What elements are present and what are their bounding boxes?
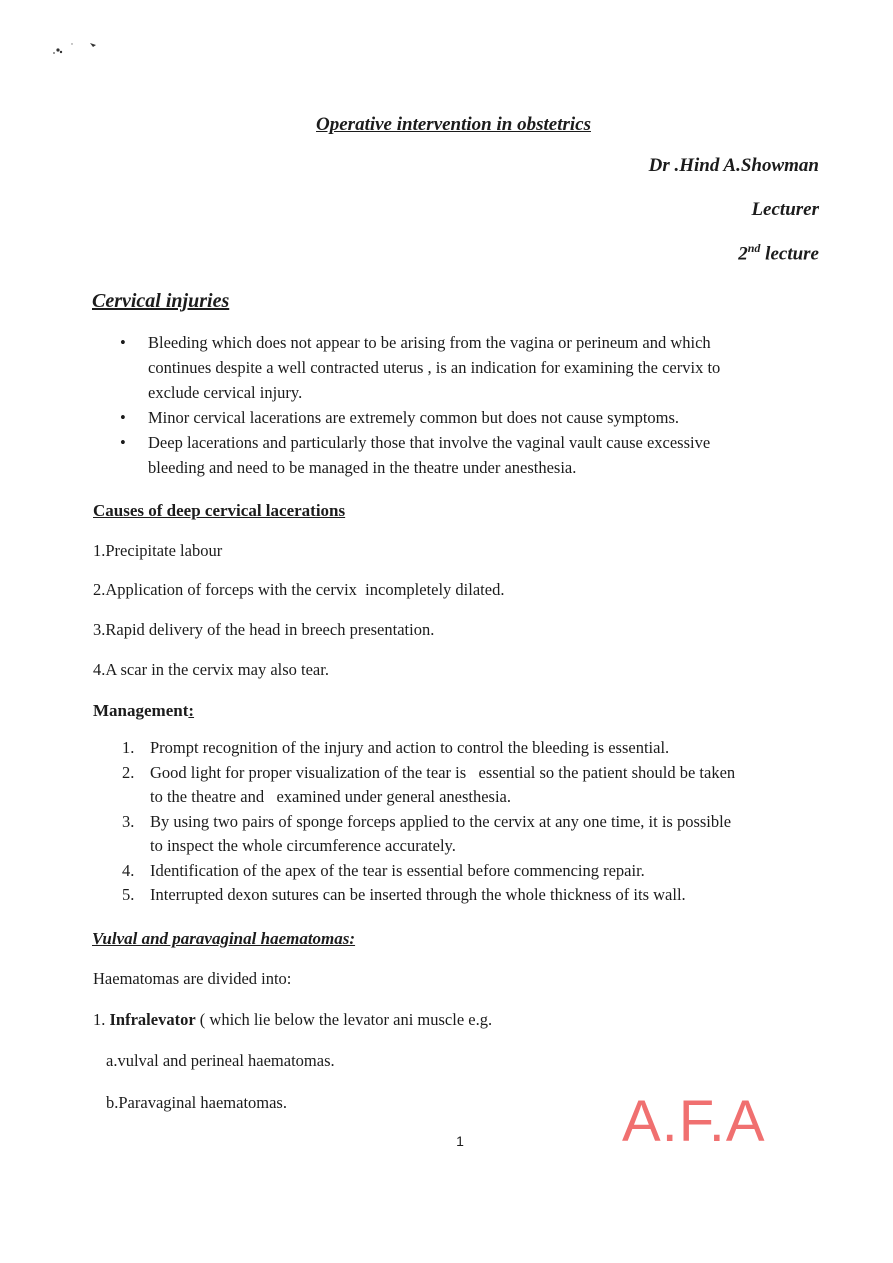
list-item — [118, 330, 818, 405]
list-number: 3. — [122, 811, 135, 831]
list-item — [118, 430, 818, 480]
list-item — [118, 761, 818, 810]
list-line: to inspect the whole circumference accurately. — [150, 836, 456, 855]
bullet-line: Deep lacerations and particularly those that involve the vaginal vault cause excessive — [148, 433, 711, 452]
management-heading-text: Management — [93, 701, 189, 720]
list-item — [118, 736, 818, 761]
cervical-injuries-heading: Cervical injuries — [92, 290, 230, 312]
cause-item: 1.Precipitate labour — [93, 541, 223, 560]
list-line: Prompt recognition of the injury and action to control the bleeding is essential. — [150, 738, 670, 757]
lecture-sup: nd — [747, 241, 761, 255]
management-heading-colon: : — [188, 701, 195, 720]
bullet-line: bleeding and need to be managed in the theatre under anesthesia. — [148, 458, 577, 477]
author-role: Lecturer — [751, 199, 819, 220]
cervical-bullet-list — [118, 330, 818, 480]
list-number: 5. — [122, 885, 135, 904]
list-item — [118, 810, 818, 859]
bullet-icon: • — [120, 333, 126, 352]
author-name: Dr .Hind A.Showman — [648, 155, 819, 176]
bullet-line: Minor cervical lacerations are extremely common but does not cause symptoms. — [148, 408, 680, 427]
list-number: 1. — [122, 738, 135, 757]
list-item — [118, 405, 818, 430]
haematomas-heading: Vulval and paravaginal haematomas: — [92, 929, 356, 948]
infralevator-term: Infralevator — [109, 1010, 196, 1029]
bullet-line: Bleeding which does not appear to be arising from the vagina or perineum and which — [148, 333, 711, 352]
list-item — [118, 859, 818, 884]
bullet-icon: • — [120, 433, 126, 452]
list-number: 2. — [122, 762, 135, 782]
list-line: to the theatre and examined under general anesthesia. — [150, 787, 512, 806]
lecture-number — [738, 241, 819, 265]
item-description: ( which lie below the levator ani muscle e.g. — [195, 1010, 493, 1029]
list-line: Good light for proper visualization of the tear is essential so the patient should be taken — [150, 762, 736, 782]
haematoma-sub-b: b.Paravaginal haematomas. — [106, 1093, 287, 1112]
list-item — [118, 883, 818, 908]
list-line: By using two pairs of sponge forceps applied to the cervix at any one time, it is possible — [150, 811, 732, 831]
cause-item: 3.Rapid delivery of the head in breech presentation. — [93, 620, 435, 639]
page-number: 1 — [456, 1133, 464, 1149]
lecture-num: 2 — [738, 243, 748, 265]
cause-item: 2.Application of forceps with the cervix incompletely dilated. — [93, 580, 505, 599]
bullet-icon: • — [120, 408, 126, 427]
bullet-line: exclude cervical injury. — [148, 383, 303, 402]
management-list — [118, 736, 818, 908]
haematomas-intro: Haematomas are divided into: — [93, 969, 292, 988]
haematoma-sub-a: a.vulval and perineal haematomas. — [106, 1051, 335, 1070]
haematoma-item-1 — [93, 1010, 492, 1030]
list-number: 4. — [122, 860, 135, 880]
management-heading — [93, 701, 194, 721]
causes-heading: Causes of deep cervical lacerations — [93, 501, 346, 520]
scan-specks — [46, 36, 106, 60]
item-number: 1. — [93, 1010, 110, 1029]
cause-item: 4.A scar in the cervix may also tear. — [93, 660, 329, 679]
document-title: Operative intervention in obstetrics — [316, 114, 591, 135]
list-line: Identification of the apex of the tear is essential before commencing repair. — [150, 860, 645, 880]
list-line: Interrupted dexon sutures can be inserted through the whole thickness of its wall. — [150, 885, 686, 904]
bullet-line: continues despite a well contracted uterus , is an indication for examining the cervix to — [148, 358, 721, 377]
watermark: A.F.A — [622, 1089, 766, 1154]
lecture-word: lecture — [760, 243, 819, 265]
